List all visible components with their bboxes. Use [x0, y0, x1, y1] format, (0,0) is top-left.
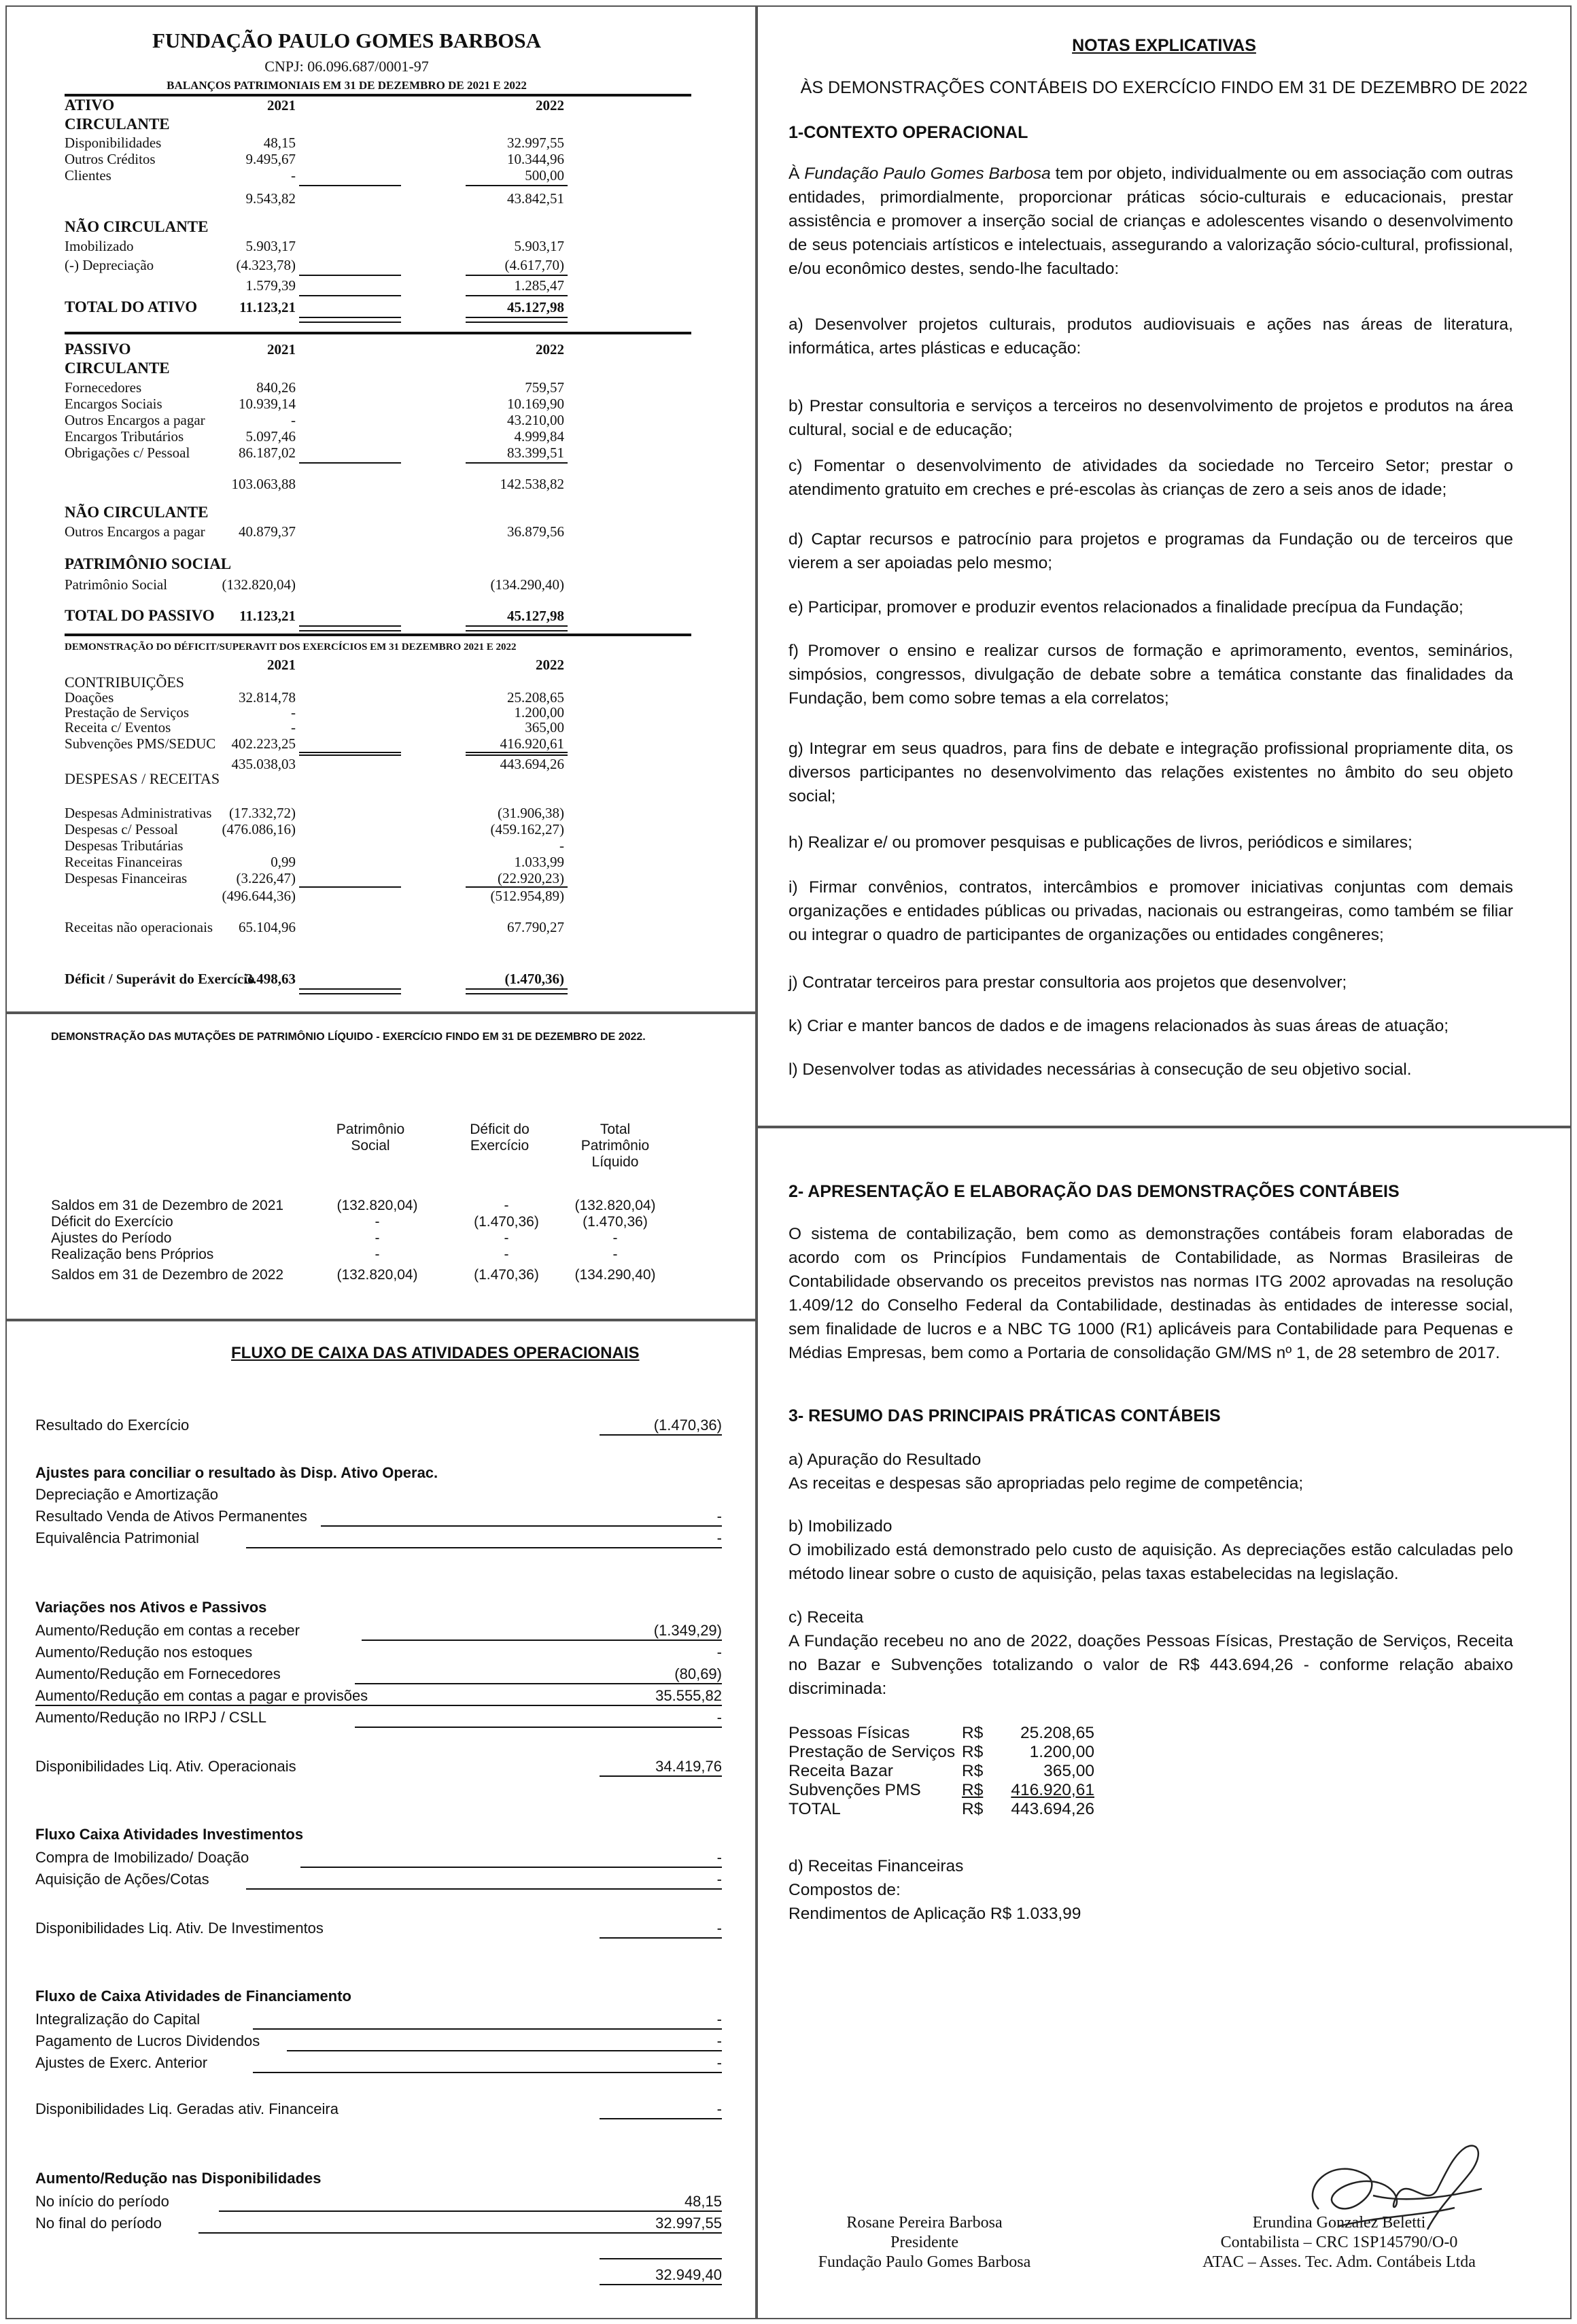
- notes-subtitle: ÀS DEMONSTRAÇÕES CONTÁBEIS DO EXERCÍCIO FINDO EM 31 DE DEZEMBRO DE 2022: [800, 78, 1528, 97]
- patrimonio-social-heading: PATRIMÔNIO SOCIAL: [65, 555, 232, 572]
- table-row: Aumento/Redução em contas a pagar e provisões 35.555,82: [35, 1687, 722, 1705]
- cnpj: CNPJ: 06.096.687/0001-97: [264, 58, 429, 75]
- cash-title: FLUXO DE CAIXA DAS ATIVIDADES OPERACIONAIS: [231, 1344, 640, 1362]
- table-row: Pessoas Físicas R$ 25.208,65: [788, 1724, 1094, 1742]
- table-row: Integralização do Capital -: [35, 2011, 722, 2028]
- list-item: i) Firmar convênios, contratos, intercâmbios e promover iniciativas conjuntas com demais organizações e entidades públicas ou privadas, nacionais ou estrangeiras, como também se filiar ou integrar o quadro de participantes de organizações ou entidades congêneres;: [788, 878, 1513, 944]
- table-row: Resultado Venda de Ativos Permanentes -: [35, 1508, 722, 1525]
- table-row: Ajustes de Exerc. Anterior -: [35, 2054, 722, 2072]
- list-item: h) Realizar e/ ou promover pesquisas e publicações de livros, periódicos e similares;: [788, 833, 1413, 852]
- table-row: Receita Bazar R$ 365,00: [788, 1762, 1094, 1780]
- table-row: Despesas Administrativas (17.332,72) (31.906,38): [65, 805, 564, 821]
- subtotal-row: Disponibilidades Liq. Ativ. Operacionais 34.419,76: [35, 1758, 722, 1775]
- table-row: Saldos em 31 de Dezembro de 2022 (132.820,04) (1.470,36) (134.290,40): [51, 1267, 656, 1283]
- table-row: Ajustes do Período - - -: [51, 1230, 618, 1246]
- col-2022: 2022: [536, 97, 564, 114]
- subtotal-row: 1.579,39 1.285,47: [245, 277, 564, 294]
- investimentos-heading: Fluxo Caixa Atividades Investimentos: [35, 1826, 304, 1843]
- passivo-heading: PASSIVO: [65, 341, 131, 358]
- table-row: Outros Créditos 9.495,67 10.344,96: [65, 151, 564, 167]
- list-item: d) Captar recursos e patrocínio para projetos e programas da Fundação ou de terceiros que vierem a ser apoiadas pelo mesmo;: [788, 530, 1513, 572]
- subtotal-row: 435.038,03 443.694,26: [231, 756, 564, 772]
- table-row: Prestação de Serviços R$ 1.200,00: [788, 1743, 1094, 1761]
- table-row: Patrimônio Social (132.820,04) (134.290,40): [65, 576, 564, 593]
- total-ativo-row: TOTAL DO ATIVO 11.123,21 45.127,98: [65, 298, 564, 315]
- table-row: Clientes - 500,00: [65, 167, 564, 184]
- section-2-paragraph: O sistema de contabilização, bem como as demonstrações contábeis foram elaboradas de acordo com os Princípios Fundamentais de Contabilidade, as Normas Brasileiras de Contabilidade observando os preceitos previstos nas normas ITG 2002 aprovadas na resolução 1.409/12 do Conselho Federal da Contabilidade, destinadas às entidades de interesse social, sem finalidade de lucros e a NBC TG 1000 (R1) aplicáveis para Contabilidade para Pequenas e Médias Empresas, bem como a Portaria de consolidação GM/MS nº 1, de 28 setembro de 2017.: [788, 1225, 1513, 1362]
- section-3-heading: 3- RESUMO DAS PRINCIPAIS PRÁTICAS CONTÁBEIS: [788, 1406, 1221, 1425]
- variacoes-heading: Variações nos Ativos e Passivos: [35, 1599, 267, 1616]
- practice-c: c) Receita A Fundação recebeu no ano de 2022, doações Pessoas Físicas, Prestação de Serviços, Receita no Bazar e Subvenções totalizando o valor de R$ 443.694,26 - conforme relação abaixo discriminada:: [788, 1608, 1513, 1698]
- dre-title: DEMONSTRAÇÃO DO DÉFICIT/SUPERAVIT DOS EXERCÍCIOS EM 31 DEZEMBRO 2021 E 2022: [65, 642, 517, 653]
- table-row: Doações 32.814,78 25.208,65: [65, 689, 564, 706]
- ajustes-heading: Ajustes para conciliar o resultado às Disp. Ativo Operac.: [35, 1464, 438, 1481]
- table-row: Saldos em 31 de Dezembro de 2021 (132.820,04) - (132.820,04): [51, 1198, 656, 1213]
- table-row: Disponibilidades 48,15 32.997,55: [65, 135, 564, 151]
- table-row: Imobilizado 5.903,17 5.903,17: [65, 238, 564, 254]
- table-row: No início do período 48,15: [35, 2193, 722, 2210]
- receita-table: [788, 1724, 1094, 1819]
- table-row: Fornecedores 840,26 759,57: [65, 379, 564, 396]
- dmpl-header-2: Déficit do Exercício: [470, 1122, 530, 1154]
- list-item: l) Desenvolver todas as atividades necessárias à consecução de seu objetivo social.: [788, 1060, 1412, 1079]
- table-row: (-) Depreciação (4.323,78) (4.617,70): [65, 257, 564, 273]
- table-row: Aumento/Redução nos estoques -: [35, 1644, 722, 1661]
- handwritten-signature-icon: [1292, 2128, 1495, 2243]
- list-item: c) Fomentar o desenvolvimento de atividades da sociedade no Terceiro Setor; prestar o atendimento gratuito em creches e pré-escolas às crianças de zero a seis anos de idade;: [788, 457, 1513, 499]
- table-row: Despesas Financeiras (3.226,47) (22.920,23): [65, 870, 564, 886]
- dmpl-header-3: Total Patrimônio Líquido: [580, 1122, 650, 1170]
- table-row: Aumento/Redução em Fornecedores (80,69): [35, 1665, 722, 1683]
- resultado-row: Déficit / Superávit do Exercício 3.498,63 (1.470,36): [65, 971, 564, 987]
- dmpl-title: DEMONSTRAÇÃO DAS MUTAÇÕES DE PATRIMÔNIO LÍQUIDO - EXERCÍCIO FINDO EM 31 DE DEZEMBRO DE 2022.: [51, 1031, 646, 1043]
- table-row: Subvenções PMS R$ 416.920,61: [788, 1781, 1094, 1799]
- section-1-heading: 1-CONTEXTO OPERACIONAL: [788, 123, 1028, 142]
- subtotal-row: 103.063,88 142.538,82: [231, 476, 564, 492]
- table-row: Compra de Imobilizado/ Doação -: [35, 1849, 722, 1867]
- practice-d: d) Receitas Financeiras Compostos de: Rendimentos de Aplicação R$ 1.033,99: [788, 1857, 1081, 1923]
- subtotal-row: Disponibilidades Liq. Geradas ativ. Financeira -: [35, 2100, 722, 2118]
- table-row: Despesas Tributárias -: [65, 837, 564, 854]
- table-row: Despesas c/ Pessoal (476.086,16) (459.162,27): [65, 821, 564, 837]
- signature-left: Rosane Pereira Barbosa Presidente Fundação Paulo Gomes Barbosa: [818, 2214, 1031, 2271]
- table-row: Obrigações c/ Pessoal 86.187,02 83.399,51: [65, 445, 564, 461]
- intro-paragraph: À Fundação Paulo Gomes Barbosa tem por objeto, individualmente ou em associação com outras entidades, primordialmente, proporcionar práticas sócio-culturais e educacionais, prestar assistência e promover a inserção social de crianças e adolescentes visando o desenvolvimento de seus potenciais artísticos e intelectuais, assegurando a valorização sócio-cultural, profissional, e/ou econômico destes, sendo-lhe facultado:: [788, 164, 1513, 278]
- table-row: Receitas Financeiras 0,99 1.033,99: [65, 854, 564, 870]
- table-row: Outros Encargos a pagar 40.879,37 36.879,56: [65, 523, 564, 540]
- practice-a: a) Apuração do Resultado As receitas e despesas são apropriadas pelo regime de competência;: [788, 1451, 1304, 1493]
- list-item: j) Contratar terceiros para prestar consultoria aos projetos que desenvolver;: [788, 973, 1347, 992]
- ativo-heading: ATIVO: [65, 97, 115, 114]
- list-item: k) Criar e manter bancos de dados e de imagens relacionados às suas áreas de atuação;: [788, 1017, 1449, 1035]
- table-row: Realização bens Próprios - - -: [51, 1247, 618, 1262]
- list-item: g) Integrar em seus quadros, para fins de debate e integração profissional propriamente dita, os diversos participantes no desenvolvimento das relações existentes no âmbito do seu objeto social;: [788, 740, 1513, 805]
- table-row: Receita c/ Eventos - 365,00: [65, 719, 564, 735]
- total-passivo-row: TOTAL DO PASSIVO 11.123,21 45.127,98: [65, 607, 564, 624]
- financiamento-heading: Fluxo de Caixa Atividades de Financiamento: [35, 1988, 351, 2005]
- table-row: Receitas não operacionais 65.104,96 67.790,27: [65, 919, 564, 935]
- list-item: e) Participar, promover e produzir eventos relacionados a finalidade precípua da Fundação;: [788, 598, 1463, 617]
- signature-right: Erundina Gonzalez Beletti Contabilista – CRC 1SP145790/O-0 ATAC – Asses. Tec. Adm. Contábeis Ltda: [1202, 2214, 1476, 2271]
- table-row: Depreciação e Amortização: [35, 1486, 219, 1503]
- table-row: Déficit do Exercício - (1.470,36) (1.470,36): [51, 1214, 648, 1230]
- table-row: Pagamento de Lucros Dividendos -: [35, 2032, 722, 2050]
- despesas-heading: DESPESAS / RECEITAS: [65, 770, 220, 787]
- table-row: Outros Encargos a pagar - 43.210,00: [65, 412, 564, 428]
- disponibilidades-heading: Aumento/Redução nas Disponibilidades: [35, 2170, 322, 2187]
- total-row: 32.949,40: [35, 2266, 722, 2284]
- contribuicoes-heading: CONTRIBUIÇÕES: [65, 674, 185, 691]
- table-row: Aumento/Redução em contas a receber (1.349,29): [35, 1622, 722, 1640]
- subtotal-row: (496.644,36) (512.954,89): [222, 888, 564, 904]
- table-row: Subvenções PMS/SEDUC 402.223,25 416.920,61: [65, 735, 564, 752]
- list-item: a) Desenvolver projetos culturais, produtos audiovisuais e ações nas áreas de literatura, informática, artes plásticas e educação:: [788, 315, 1513, 358]
- list-item: f) Promover o ensino e realizar cursos de formação e aprimoramento, eventos, seminários, simpósios, congressos, divulgação de debate sobre a temática constante das finalidades da Fundação, bem como sobre temas a ela correlatos;: [788, 642, 1513, 708]
- table-row: TOTAL R$ 443.694,26: [788, 1800, 1094, 1818]
- nao-circulante-heading: NÃO CIRCULANTE: [65, 218, 209, 235]
- table-row: Equivalência Patrimonial -: [35, 1529, 722, 1547]
- practice-b: b) Imobilizado O imobilizado está demonstrado pelo custo de aquisição. As depreciações estão calculadas pelo método linear sobre o custo de aquisição, pelas taxas estabelecidas na legislação.: [788, 1517, 1513, 1583]
- table-row: Aumento/Redução no IRPJ / CSLL -: [35, 1709, 722, 1727]
- dmpl-header-1: Patrimônio Social: [336, 1122, 405, 1154]
- org-name: FUNDAÇÃO PAULO GOMES BARBOSA: [152, 29, 542, 52]
- balance-title: BALANÇOS PATRIMONIAIS EM 31 DE DEZEMBRO DE 2021 E 2022: [167, 79, 527, 92]
- notes-title: NOTAS EXPLICATIVAS: [1072, 36, 1256, 55]
- section-2-heading: 2- APRESENTAÇÃO E ELABORAÇÃO DAS DEMONSTRAÇÕES CONTÁBEIS: [788, 1182, 1400, 1201]
- circulante-heading: CIRCULANTE: [65, 116, 170, 133]
- table-row: Prestação de Serviços - 1.200,00: [65, 704, 564, 721]
- col-2021: 2021: [267, 97, 296, 114]
- subtotal-row: 9.543,82 43.842,51: [245, 190, 564, 207]
- table-row: Encargos Sociais 10.939,14 10.169,90: [65, 396, 564, 412]
- subtotal-row: Disponibilidades Liq. Ativ. De Investimentos -: [35, 1920, 722, 1937]
- table-row: Encargos Tributários 5.097,46 4.999,84: [65, 428, 564, 445]
- list-item: b) Prestar consultoria e serviços a terceiros no desenvolvimento de projetos e produtos na área cultural, social e de educação;: [788, 397, 1513, 439]
- table-row: No final do período 32.997,55: [35, 2215, 722, 2232]
- table-row: Resultado do Exercício (1.470,36): [35, 1417, 722, 1434]
- table-row: Aquisição de Ações/Cotas -: [35, 1871, 722, 1888]
